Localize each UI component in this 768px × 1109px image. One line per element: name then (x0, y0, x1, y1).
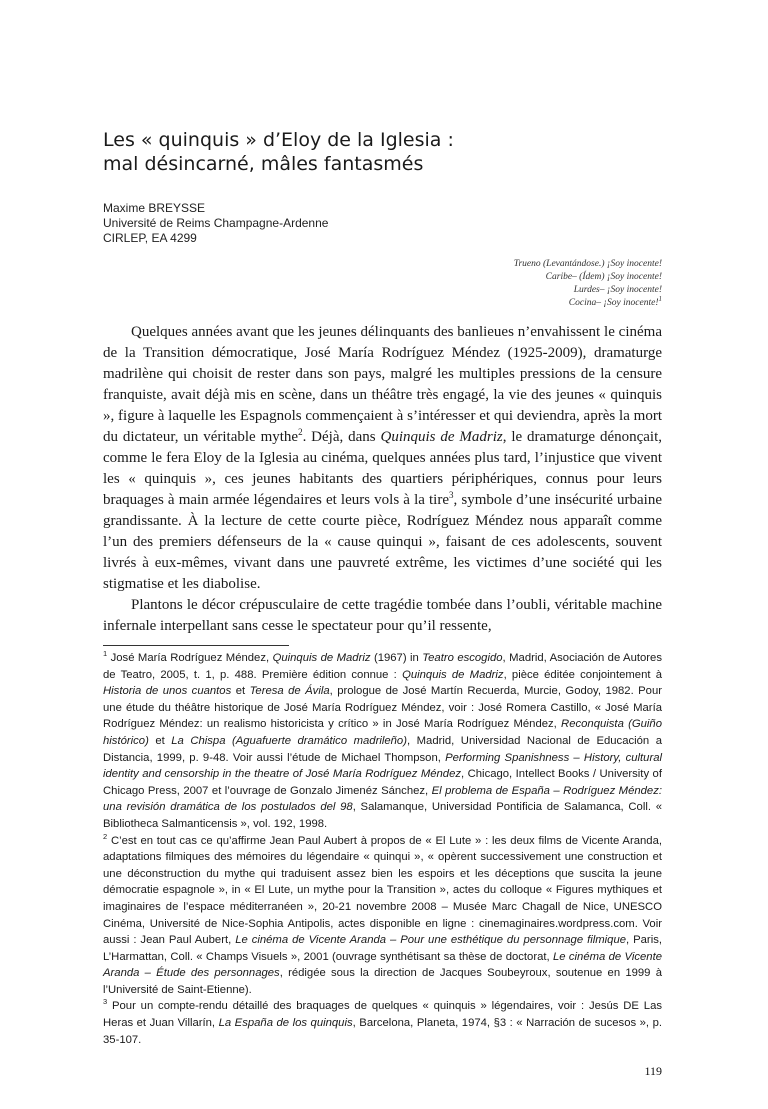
title-line-1: Les « quinquis » d’Eloy de la Iglesia : (103, 129, 454, 151)
paragraph: Quelques années avant que les jeunes délinquants des banlieues n’envahissent le cinéma de la Transition démocratique, José María Rodríguez Méndez (1925-2009), dramaturge madrilène qui choisit de rester dans son pays, malgré les multiples pressions de la censure franquiste, avait déjà mis en scène, dans un théâtre très engagé, la vie des jeunes « quinquis », figure à laquelle les Espagnols commençaient à s’intéresser et qui deviendra, après la mort du dictateur, un véritable mythe$^2$. Déjà, dans Quinquis de Madriz, le dramaturge dénonçait, comme le fera Eloy de la Iglesia au cinéma, quelques années plus tard, l’injustice que vivent les « quinquis », ces jeunes habitants des quartiers périphériques, connus pour leurs braquages à main armée légendaires et leurs vols à la tire$^3$, symbole d’une insécurité urbaine grandissante. À la lecture de cette courte pièce, Rodríguez Méndez nous apparaît comme l’un des premiers défenseurs de la « cause quinqui », faisant de ces adolescents, souvent livrés à eux-mêmes, vivant dans une pauvreté extrême, les victimes d’une société qui les stigmatise et les diabolise. (103, 324, 663, 592)
footnote-separator (103, 645, 289, 646)
epigraph-line: Trueno (Levantándose.) ¡Soy inocente! (513, 259, 662, 269)
epigraph-line: Caribe– (Ídem) ¡Soy inocente! (545, 272, 662, 282)
page-number: 119 (644, 1064, 662, 1079)
footnote-1: $^1$ José María Rodríguez Méndez, Quinquis de Madriz (1967) in Teatro escogido, Madrid, Asociación de Autores de Teatro, 2005, t. 1, p. 488. Première édition connue : Quinquis de Madriz, pièce éditée conjointement à Historia de unos cuantos et Teresa de Ávila, prologue de José Martín Recuerda, Murcie, Godoy, 1982. Pour une étude du théâtre historique de José María Rodríguez Méndez, voir : José Romera Castillo, « José María Rodríguez Méndez: un realismo historicista y crítico » in José María Rodríguez Méndez, Reconquista (Guiño histórico) et La Chispa (Aguafuerte dramático madrileño), Madrid, Universidad Nacional de Educación a Distancia, 1999, p. 9-48. Voir aussi l’étude de Michael Thompson, Performing Spanishness – History, cultural identity and censorship in the theatre of José María Rodríguez Méndez, Chicago, Intellect Books / University of Chicago Press, 2007 et l’ouvrage de Gonzalo Jimenéz Sánchez, El problema de España – Rodríguez Méndez: una revisión dramática de los postulados del 98, Salamanque, Universidad Pontificia de Salamanca, Coll. « Bibliotheca Salmanticensis », vol. 192, 1998. (103, 649, 663, 830)
footnote-3: $^3$ Pour un compte-rendu détaillé des braquages de quelques « quinquis » légendaires, voir : Jesús DE Las Heras et Juan Villarín, La España de los quinquis, Barcelona, Planeta, 1974, §3 : « Narración de sucesos », p. 35-107. (103, 997, 662, 1046)
work-title: Quinquis de Madriz (380, 429, 503, 445)
author-block (103, 201, 662, 246)
body-text (103, 322, 662, 637)
footnote-ref-2[interactable]: 2 (298, 427, 303, 437)
epigraph (103, 258, 662, 310)
epigraph-line: Lurdes– ¡Soy inocente! (573, 285, 662, 295)
author-lab: CIRLEP, EA 4299 (103, 231, 197, 245)
footnote-ref-1[interactable]: 1 (658, 294, 662, 303)
author-name: Maxime BREYSSE (103, 201, 206, 215)
title-line-2: mal désincarné, mâles fantasmés (103, 153, 424, 175)
epigraph-line (103, 294, 662, 310)
paragraph: Plantons le décor crépusculaire de cette tragédie tombée dans l’oubli, véritable machine infernale interpellant sans cesse le spectateur pour qu’il ressente, (103, 597, 662, 634)
author-affiliation: Université de Reims Champagne-Ardenne (103, 216, 329, 230)
page (103, 0, 662, 1109)
footnotes (103, 650, 662, 1048)
epigraph-text: Cocina– ¡Soy inocente! (568, 298, 659, 308)
article-title (103, 128, 662, 176)
footnote-2: $^2$ C’est en tout cas ce qu’affirme Jean Paul Aubert à propos de « El Lute » : les deux films de Vicente Aranda, adaptations filmiques des mémoires du légendaire « quinqui », « opèrent successivement une construction et une déconstruction du mythe qui traduisent assez bien les espoirs et les déceptions que suscita la jeune démocratie espagnole », in « El Lute, un mythe pour la Transition », actes du colloque « Figures mythiques et imaginaires de l’espace méditerranéen », 20-21 novembre 2008 – Musée Marc Chagall de Nice, UNESCO Cinéma, Université de Nice-Sophia Antipolis, actes disponible en ligne : cinemaginaires.wordpress.com. Voir aussi : Jean Paul Aubert, Le cinéma de Vicente Aranda – Pour une esthétique du personnage filmique, Paris, L’Harmattan, Coll. « Champs Visuels », 2001 (ouvrage synthétisant sa thèse de doctorat, Le cinéma de Vicente Aranda – Étude des personnages, rédigée sous la direction de Jacques Soubeyroux, soutenue en 1999 à l’Université de Saint-Etienne). (103, 831, 662, 996)
footnote-ref-3[interactable]: 3 (449, 490, 454, 500)
